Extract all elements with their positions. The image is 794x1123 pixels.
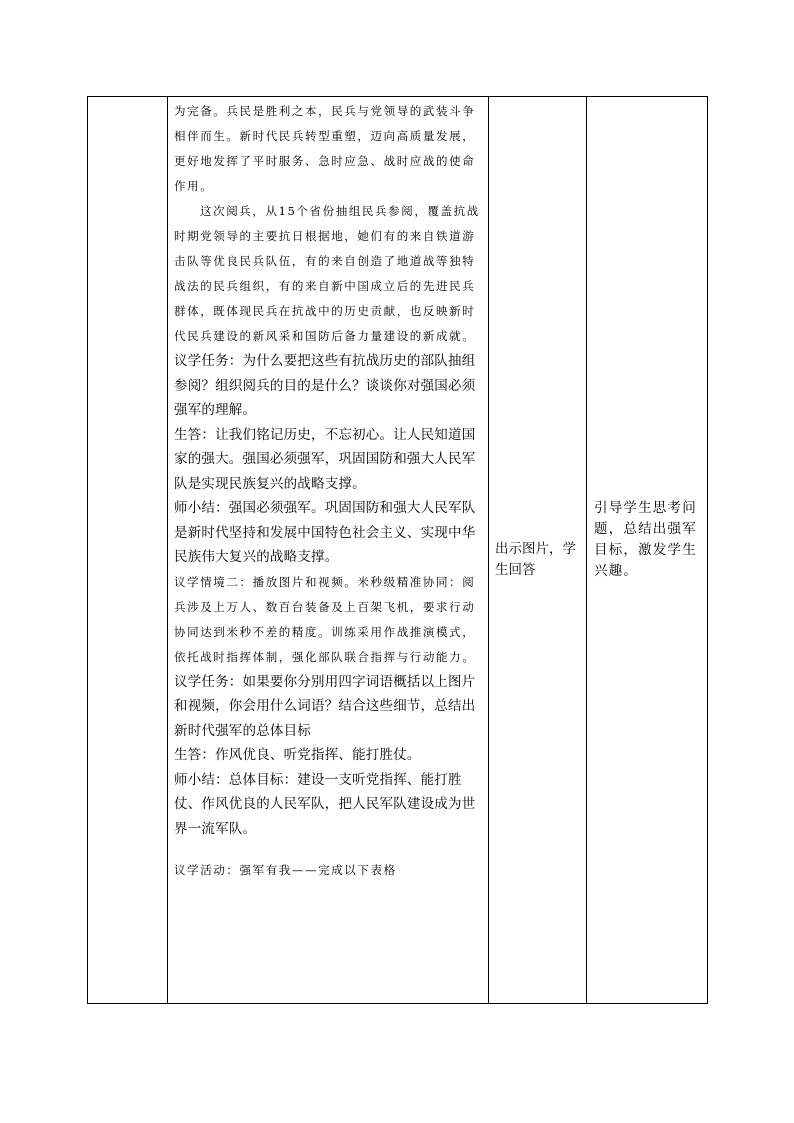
discussion-task: 议学任务：如果要你分别用四字词语概括以上图片和视频，你会用什么词语？结合这些细节，总结出新时代强军的总体目标 bbox=[174, 673, 476, 739]
teacher-summary: 师小结：强国必须强军。巩固国防和强大人民军队是新时代坚持和发展中国特色社会主义、实现中华民族伟大复兴的战略支撑。 bbox=[174, 500, 476, 565]
teaching-content-cell bbox=[168, 97, 489, 1004]
student-activity-cell bbox=[489, 97, 587, 1004]
teacher-summary: 师小结：总体目标：建设一支听党指挥、能打胜仗、作风优良的人民军队，把人民军队建设成为世界一流军队。 bbox=[174, 771, 476, 837]
design-intent-cell bbox=[587, 97, 708, 1004]
student-answer: 生答：让我们铭记历史，不忘初心。让人民知道国家的强大。强国必须强军，巩固国防和强大人民军队是实现民族复兴的战略支撑。 bbox=[174, 426, 476, 492]
spacer bbox=[174, 841, 484, 858]
content-paragraph: 为完备。兵民是胜利之本，民兵与党领导的武装斗争相伴而生。新时代民兵转型重塑，迈向高质量发展，更好地发挥了平时服务、急时应急、战时应战的使命作用。 bbox=[174, 104, 476, 193]
student-answer: 生答：作风优良、听党指挥、能打胜仗。 bbox=[174, 747, 421, 763]
student-activity-text: 出示图片，学生回答 bbox=[495, 541, 576, 578]
content-paragraph: 这次阅兵，从15个省份抽组民兵参阅，覆盖抗战时期党领导的主要抗日根据地，她们有的来自铁道游击队等优良民兵队伍，有的来自创造了地道战等独特战法的民兵组织，有的来自新中国成立后的先进民兵群体，既体现民兵在抗战中的历史贡献，也反映新时代民兵建设的新风采和国防后备力量建设的新成就。 bbox=[174, 204, 480, 343]
table-row bbox=[88, 97, 708, 1004]
lesson-plan-table bbox=[87, 96, 708, 1004]
stage-cell bbox=[88, 97, 168, 1004]
discussion-scenario: 议学情境二：播放图片和视频。米秒级精准协同：阅兵涉及上万人、数百台装备及上百架飞机，要求行动协同达到米秒不差的精度。训练采用作战推演模式，依托战时指挥体制，强化部队联合指挥与行动能力。 bbox=[174, 574, 476, 664]
discussion-task: 议学任务：为什么要把这些有抗战历史的部队抽组参阅？组织阅兵的目的是什么？谈谈你对强国必须强军的理解。 bbox=[174, 353, 476, 418]
design-intent-text: 引导学生思考问题，总结出强军目标，激发学生兴趣。 bbox=[594, 500, 697, 579]
discussion-activity: 议学活动：强军有我——完成以下表格 bbox=[174, 863, 397, 877]
